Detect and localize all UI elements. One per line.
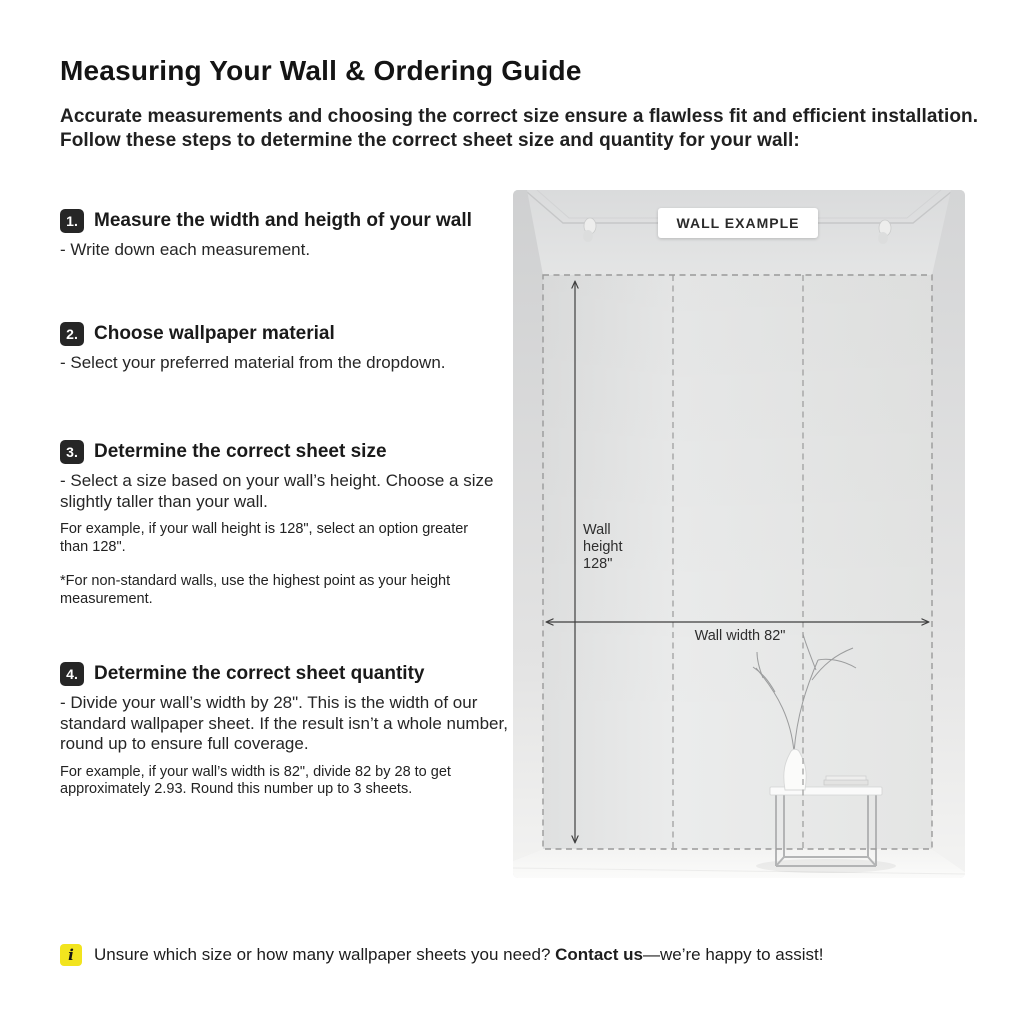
intro-text: Accurate measurements and choosing the correct size ensure a flawless fit and efficient installation. Follow these steps to determine the correct sheet size and quantity for your wall:: [60, 106, 979, 151]
step-4-number-badge: 4.: [60, 662, 84, 686]
right-wall: [932, 190, 965, 872]
wall-width-label: Wall width 82": [694, 628, 786, 644]
left-wall: [513, 190, 543, 861]
step-1-measure-wall: [60, 209, 518, 261]
step-3-number-badge: 3.: [60, 440, 84, 464]
step-1-number-badge: 1.: [60, 209, 84, 233]
step-2-description: - Select your preferred material from the dropdown.: [60, 353, 446, 372]
info-icon: i: [60, 944, 82, 966]
wall-example-image: [513, 190, 965, 878]
wall-example-badge: WALL EXAMPLE: [658, 208, 818, 238]
step-3-footnote: *For non-standard walls, use the highest point as your height measurement.: [60, 573, 451, 607]
step-4-example-note: For example, if your wall’s width is 82", divide 82 by 28 to get approximately 2.93. Round this number up to 3 sheets.: [60, 763, 451, 797]
step-4-sheet-quantity: [60, 662, 518, 799]
help-text-before: Unsure which size or how many wallpaper sheets you need?: [94, 945, 556, 964]
wall-height-label: Wall height 128": [583, 522, 623, 572]
step-3-sheet-size: [60, 440, 518, 608]
help-note-text: [94, 945, 823, 965]
room-illustration: [513, 190, 965, 878]
step-2-heading: Choose wallpaper material: [94, 323, 335, 344]
step-4-heading: Determine the correct sheet quantity: [94, 663, 425, 684]
page-title: Measuring Your Wall & Ordering Guide: [60, 55, 582, 86]
step-2-choose-material: [60, 322, 518, 374]
step-2-number-badge: 2.: [60, 322, 84, 346]
step-1-description: - Write down each measurement.: [60, 240, 311, 259]
help-note: [60, 944, 823, 966]
step-3-example-note: For example, if your wall height is 128", select an option greater than 128".: [60, 521, 469, 555]
step-4-description: - Divide your wall’s width by 28". This is the width of our standard wallpaper sheet. If the result isn’t a whole number, round up to ensure full coverage.: [60, 693, 508, 753]
help-text-after: —we’re happy to assist!: [642, 945, 824, 964]
contact-us-link[interactable]: Contact us: [555, 945, 643, 964]
floor: [513, 849, 965, 878]
books: [824, 776, 868, 785]
step-1-heading: Measure the width and heigth of your wall: [94, 210, 472, 231]
step-3-description: - Select a size based on your wall’s height. Choose a size slightly taller than your wall.: [60, 471, 494, 511]
step-3-heading: Determine the correct sheet size: [94, 441, 387, 462]
